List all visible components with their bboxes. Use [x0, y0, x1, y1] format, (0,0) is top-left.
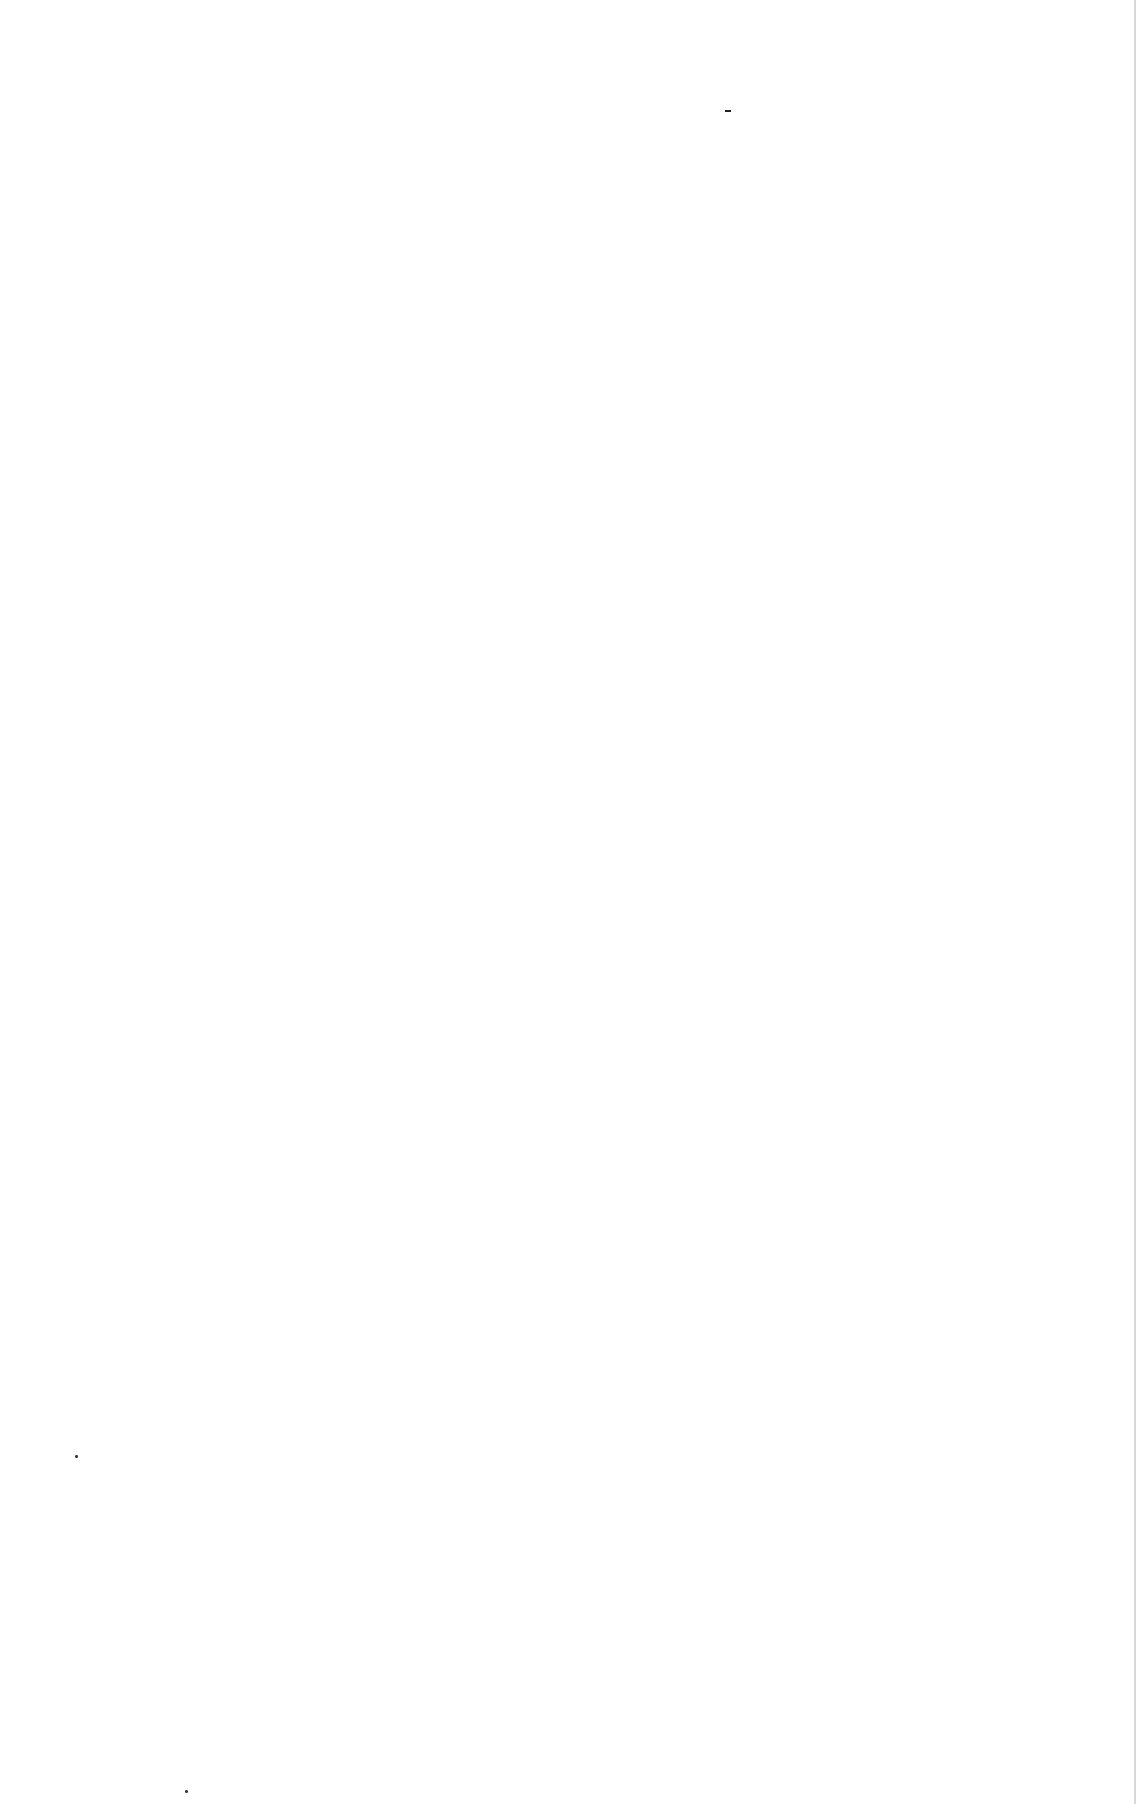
page-edge-line: [1134, 0, 1136, 1804]
page-header: [200, 135, 1060, 175]
scan-speck: [185, 1790, 188, 1793]
page-body: [200, 195, 1060, 225]
scan-speck: [75, 1455, 78, 1458]
top-margin-mark: [725, 110, 731, 112]
